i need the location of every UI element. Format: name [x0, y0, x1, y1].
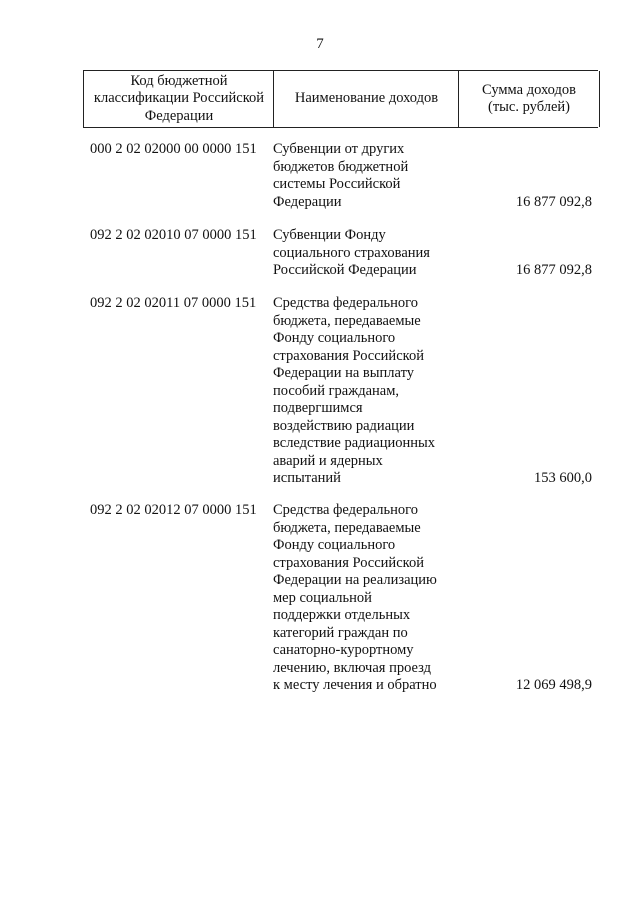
income-name-line: Федерации — [273, 193, 342, 210]
header-name-cell — [273, 71, 459, 127]
income-amount: 16 877 092,8 — [515, 262, 592, 278]
header-sum-line: Сумма доходов — [482, 81, 576, 98]
header-code-line: Код бюджетной — [130, 72, 228, 89]
income-name-line: лечению, включая проезд — [273, 659, 431, 676]
budget-code: 092 2 02 02012 07 0000 151 — [90, 502, 257, 518]
header-code-cell — [83, 71, 274, 127]
page-number: 7 — [316, 36, 324, 52]
income-name-line: вследствие радиационных — [273, 435, 436, 451]
income-name-line: социального страхования — [273, 244, 430, 261]
income-name-line: воздействию радиации — [273, 417, 415, 434]
income-name-line: Субвенции от других — [273, 141, 405, 157]
income-name-line: мер социальной — [273, 589, 372, 606]
income-name-line: Федерации на выплату — [273, 365, 414, 381]
income-name-line: пособий гражданам, — [273, 382, 400, 399]
income-name-line: подвергшимся — [273, 400, 363, 416]
budget-code: 092 2 02 02011 07 0000 151 — [90, 295, 257, 311]
income-name-line: Средства федерального — [273, 502, 418, 518]
budget-code: 092 2 02 02010 07 0000 151 — [90, 227, 257, 243]
income-name-line: к месту лечения и обратно — [273, 677, 437, 693]
table-header — [83, 70, 598, 128]
header-sum-cell — [458, 71, 600, 127]
income-name-line: страхования Российской — [273, 554, 424, 571]
budget-code: 000 2 02 02000 00 0000 151 — [90, 141, 257, 157]
income-name-line: бюджета, передаваемые — [273, 519, 421, 536]
income-name-line: Средства федерального — [273, 295, 418, 311]
income-name-line: Фонду социального — [273, 537, 396, 553]
income-name-line: категорий граждан по — [273, 624, 408, 641]
income-amount: 16 877 092,8 — [515, 193, 592, 210]
income-name-line: страхования Российской — [273, 347, 424, 364]
income-amount: 12 069 498,9 — [515, 677, 592, 693]
income-name-line: Российской Федерации — [273, 262, 417, 278]
income-name-line: системы Российской — [273, 176, 401, 192]
income-name-line: бюджетов бюджетной — [273, 158, 409, 175]
income-name — [273, 502, 458, 695]
income-name-line: Федерации на реализацию — [273, 572, 437, 588]
header-name-line: Наименование доходов — [294, 90, 439, 107]
income-name-line: Фонду социального — [273, 330, 396, 346]
income-name-line: аварий и ядерных — [273, 452, 383, 469]
header-code-line: Федерации — [144, 107, 214, 124]
income-name-line: Субвенции Фонду — [273, 227, 386, 243]
income-name-line: поддержки отдельных — [273, 607, 411, 623]
income-amount: 153 600,0 — [534, 470, 592, 486]
income-name-line: санаторно-курортному — [273, 642, 414, 658]
header-code-line: классификации Российской — [93, 90, 265, 107]
income-name — [273, 141, 458, 211]
income-name — [273, 295, 458, 488]
income-name-line: испытаний — [273, 470, 341, 486]
income-name-line: бюджета, передаваемые — [273, 312, 421, 329]
income-name — [273, 227, 458, 280]
header-sum-line: (тыс. рублей) — [487, 99, 570, 115]
